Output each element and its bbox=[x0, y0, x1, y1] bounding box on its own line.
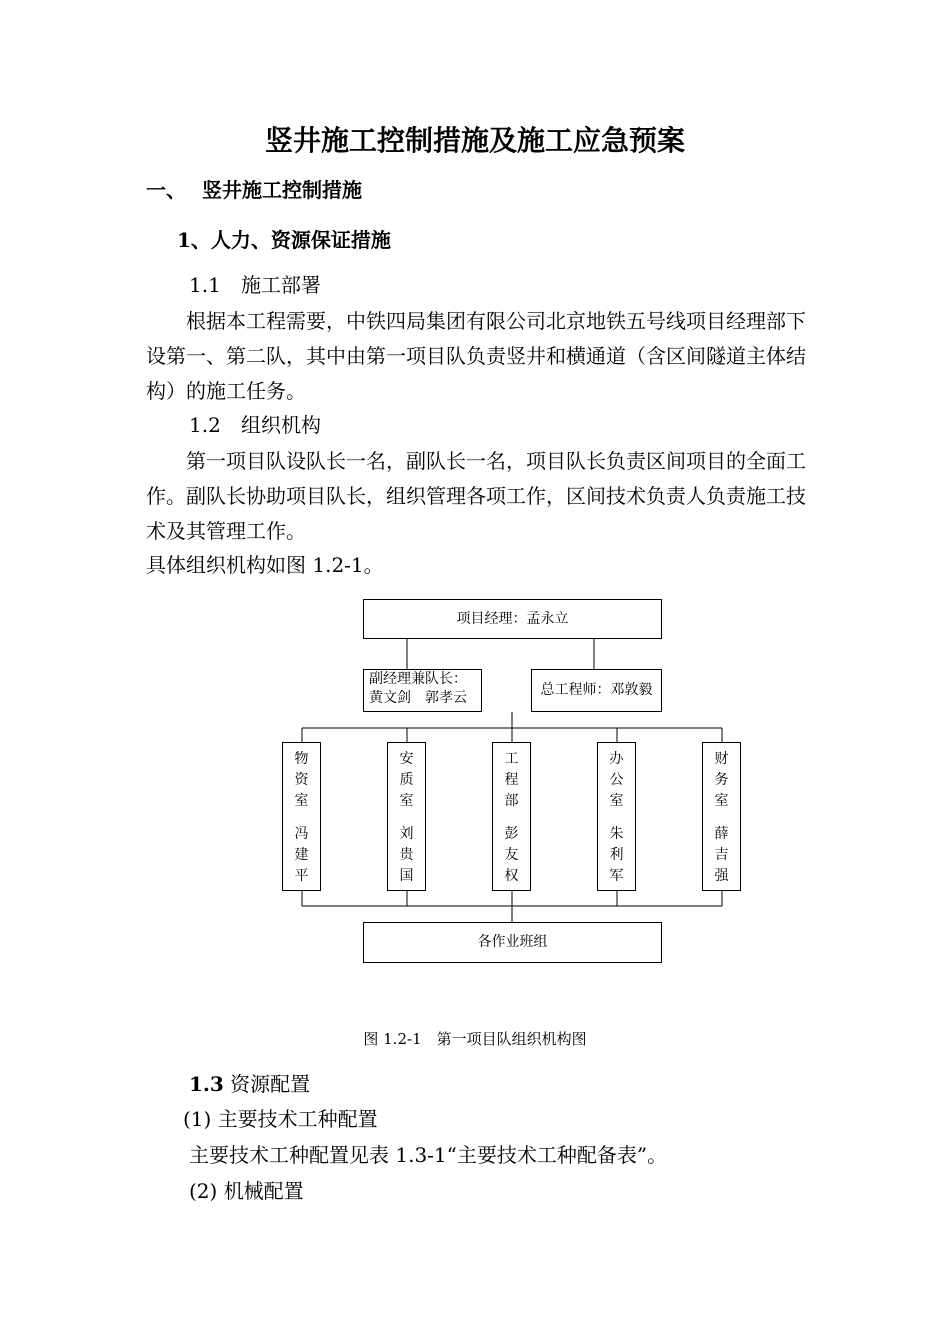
heading-title: 资源配置 bbox=[230, 1072, 311, 1096]
department-head: 刘贵国 bbox=[399, 826, 414, 884]
department-box bbox=[282, 742, 321, 891]
list-item-technical-trades: (1) 主要技术工种配置 bbox=[183, 1107, 378, 1131]
heading-1-2 bbox=[189, 408, 321, 442]
heading-1-3 bbox=[189, 1067, 310, 1101]
department-name: 财务室 bbox=[714, 751, 729, 809]
department-box bbox=[387, 742, 426, 891]
department-box bbox=[492, 742, 531, 891]
department-box bbox=[597, 742, 636, 891]
work-teams-box: 各作业班组 bbox=[363, 922, 662, 963]
deputy-title: 副经理兼队长： bbox=[369, 671, 467, 687]
department-head: 冯建平 bbox=[294, 826, 309, 884]
heading-number: 1.2 bbox=[189, 413, 221, 437]
heading-number: 1.3 bbox=[189, 1072, 224, 1096]
deputy-names: 黄文剑 郭孝云 bbox=[369, 690, 467, 706]
figure-caption: 图 1.2-1 第一项目队组织机构图 bbox=[363, 1030, 587, 1048]
section-title: 竖井施工控制措施 bbox=[202, 178, 362, 202]
department-name: 工程部 bbox=[504, 751, 519, 809]
subsection-heading-1: 1、人力、资源保证措施 bbox=[177, 228, 391, 252]
heading-title: 施工部署 bbox=[241, 273, 321, 297]
department-name: 物资室 bbox=[294, 751, 309, 809]
department-head: 薛吉强 bbox=[714, 826, 729, 884]
department-head: 彭友权 bbox=[504, 826, 519, 884]
department-head: 朱利军 bbox=[609, 826, 624, 884]
department-name: 办公室 bbox=[609, 751, 624, 809]
chief-engineer-box: 总工程师：邓敦毅 bbox=[531, 669, 662, 712]
document-title: 竖井施工控制措施及施工应急预案 bbox=[264, 124, 685, 157]
manager-box: 项目经理：孟永立 bbox=[363, 599, 662, 639]
department-box bbox=[702, 742, 741, 891]
paragraph-trades-table-reference: 主要技术工种配置见表 1.3-1“主要技术工种配备表”。 bbox=[189, 1143, 668, 1167]
deputy-manager-box bbox=[363, 669, 482, 712]
department-name: 安质室 bbox=[399, 751, 414, 809]
paragraph-organization: 第一项目队设队长一名，副队长一名，项目队长负责区间项目的全面工作。副队长协助项目队长，组织管理各项工作，区间技术负责人负责施工技术及其管理工作。 bbox=[146, 449, 806, 543]
section-number: 一、 bbox=[146, 178, 186, 202]
heading-number: 1.1 bbox=[189, 273, 221, 297]
list-item-machinery: (2) 机械配置 bbox=[189, 1179, 304, 1203]
heading-title: 组织机构 bbox=[241, 413, 321, 437]
heading-1-1 bbox=[189, 268, 321, 302]
paragraph-deployment: 根据本工程需要，中铁四局集团有限公司北京地铁五号线项目经理部下设第一、第二队，其中由第一项目队负责竖井和横通道（含区间隧道主体结构）的施工任务。 bbox=[146, 309, 806, 403]
paragraph-figure-reference: 具体组织机构如图 1.2-1。 bbox=[146, 553, 384, 577]
section-heading-1 bbox=[146, 174, 362, 206]
